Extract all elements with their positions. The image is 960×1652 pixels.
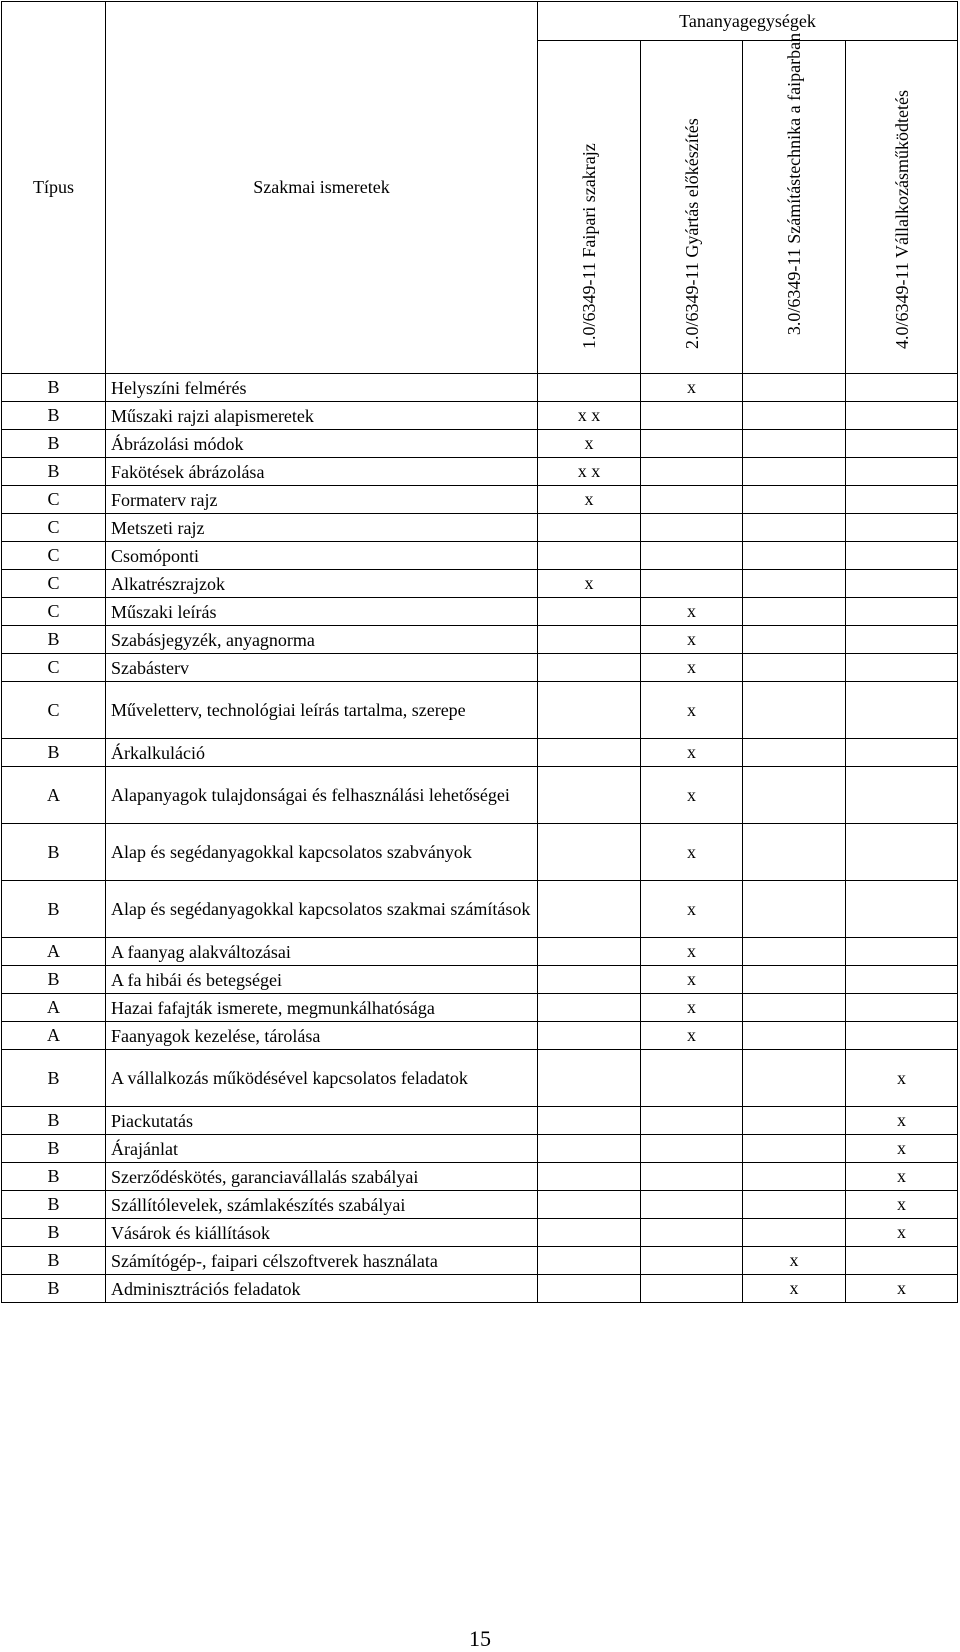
row-mark-unit-1	[538, 1107, 641, 1135]
row-mark-unit-2	[641, 1247, 743, 1275]
row-mark-unit-2: x	[641, 824, 743, 881]
row-mark-unit-1	[538, 626, 641, 654]
row-mark-unit-3	[743, 938, 846, 966]
row-mark-unit-2: x	[641, 966, 743, 994]
row-mark-unit-4: x	[846, 1219, 958, 1247]
row-mark-unit-2	[641, 430, 743, 458]
row-mark-unit-1	[538, 682, 641, 739]
row-mark-unit-4	[846, 682, 958, 739]
row-type-cell: B	[2, 824, 106, 881]
row-mark-unit-1	[538, 374, 641, 402]
unit-3-label: 3.0/6349-11 Számítástechnika a faiparban	[784, 32, 804, 336]
row-type-cell: B	[2, 430, 106, 458]
row-skill-cell: Hazai fafajták ismerete, megmunkálhatósága	[106, 994, 538, 1022]
header-szakmai-ismeretek: Szakmai ismeretek	[106, 2, 538, 374]
page-number: 15	[469, 1626, 491, 1651]
row-mark-unit-2: x	[641, 374, 743, 402]
row-mark-unit-4	[846, 374, 958, 402]
header-tananyagegysegek: Tananyagegységek	[538, 2, 958, 41]
row-skill-cell: Helyszíni felmérés	[106, 374, 538, 402]
row-type-cell: B	[2, 1191, 106, 1219]
table-row	[2, 542, 958, 570]
row-skill-cell: Árkalkuláció	[106, 739, 538, 767]
table-row	[2, 1022, 958, 1050]
table-row	[2, 570, 958, 598]
row-mark-unit-4	[846, 626, 958, 654]
row-skill-cell: Faanyagok kezelése, tárolása	[106, 1022, 538, 1050]
row-mark-unit-1	[538, 1022, 641, 1050]
row-mark-unit-4	[846, 654, 958, 682]
row-mark-unit-2: x	[641, 881, 743, 938]
row-type-cell: B	[2, 1050, 106, 1107]
row-mark-unit-2	[641, 1163, 743, 1191]
row-skill-cell: Szállítólevelek, számlakészítés szabályai	[106, 1191, 538, 1219]
table-row	[2, 1275, 958, 1303]
row-skill-cell: Alkatrészrajzok	[106, 570, 538, 598]
table-row	[2, 1135, 958, 1163]
row-mark-unit-1	[538, 598, 641, 626]
row-mark-unit-3	[743, 767, 846, 824]
row-mark-unit-1	[538, 1191, 641, 1219]
row-type-cell: B	[2, 1275, 106, 1303]
row-type-cell: B	[2, 458, 106, 486]
row-mark-unit-4	[846, 486, 958, 514]
row-type-cell: B	[2, 1163, 106, 1191]
curriculum-table	[1, 1, 958, 1303]
row-mark-unit-3	[743, 402, 846, 430]
row-mark-unit-3	[743, 1135, 846, 1163]
row-type-cell: B	[2, 1135, 106, 1163]
row-mark-unit-3: x	[743, 1275, 846, 1303]
unit-1-label: 1.0/6349-11 Faipari szakrajz	[579, 143, 599, 349]
table-row	[2, 654, 958, 682]
row-mark-unit-3	[743, 994, 846, 1022]
row-skill-cell: Alapanyagok tulajdonságai és felhasználási lehetőségei	[106, 767, 538, 824]
row-skill-cell: Alap és segédanyagokkal kapcsolatos szakmai számítások	[106, 881, 538, 938]
row-mark-unit-1	[538, 767, 641, 824]
header-tipus: Típus	[2, 2, 106, 374]
row-mark-unit-1	[538, 739, 641, 767]
row-mark-unit-1	[538, 654, 641, 682]
row-mark-unit-4	[846, 1022, 958, 1050]
row-mark-unit-1: x	[538, 486, 641, 514]
row-mark-unit-4	[846, 881, 958, 938]
row-mark-unit-1	[538, 1135, 641, 1163]
row-mark-unit-1	[538, 1219, 641, 1247]
row-mark-unit-1: x	[538, 430, 641, 458]
row-mark-unit-3	[743, 458, 846, 486]
row-type-cell: A	[2, 994, 106, 1022]
row-skill-cell: Fakötések ábrázolása	[106, 458, 538, 486]
row-mark-unit-4: x	[846, 1275, 958, 1303]
row-type-cell: B	[2, 626, 106, 654]
row-mark-unit-4	[846, 458, 958, 486]
row-type-cell: B	[2, 1219, 106, 1247]
row-skill-cell: Műveletterv, technológiai leírás tartalma, szerepe	[106, 682, 538, 739]
row-skill-cell: Szabásterv	[106, 654, 538, 682]
table-row	[2, 767, 958, 824]
table-row	[2, 598, 958, 626]
row-mark-unit-3	[743, 626, 846, 654]
row-mark-unit-3	[743, 514, 846, 542]
row-mark-unit-2	[641, 570, 743, 598]
row-type-cell: B	[2, 1247, 106, 1275]
row-mark-unit-2	[641, 1191, 743, 1219]
row-mark-unit-3	[743, 1107, 846, 1135]
row-mark-unit-2: x	[641, 626, 743, 654]
table-row	[2, 1247, 958, 1275]
row-mark-unit-3	[743, 682, 846, 739]
header-unit-3	[743, 32, 846, 374]
row-skill-cell: Műszaki leírás	[106, 598, 538, 626]
row-mark-unit-2	[641, 542, 743, 570]
row-type-cell: C	[2, 682, 106, 739]
row-mark-unit-4	[846, 994, 958, 1022]
unit-4-label: 4.0/6349-11 Vállalkozásműködtetés	[891, 90, 912, 349]
row-skill-cell: Műszaki rajzi alapismeretek	[106, 402, 538, 430]
row-skill-cell: Formaterv rajz	[106, 486, 538, 514]
row-mark-unit-2: x	[641, 994, 743, 1022]
row-mark-unit-2	[641, 486, 743, 514]
header-unit-4	[846, 41, 958, 374]
row-mark-unit-3	[743, 1163, 846, 1191]
row-mark-unit-4	[846, 966, 958, 994]
table-row	[2, 824, 958, 881]
row-mark-unit-3	[743, 1191, 846, 1219]
table-row	[2, 881, 958, 938]
row-mark-unit-2: x	[641, 654, 743, 682]
table-row	[2, 938, 958, 966]
table-row	[2, 514, 958, 542]
row-skill-cell: Vásárok és kiállítások	[106, 1219, 538, 1247]
table-row	[2, 458, 958, 486]
row-type-cell: C	[2, 514, 106, 542]
row-skill-cell: Metszeti rajz	[106, 514, 538, 542]
row-mark-unit-2	[641, 402, 743, 430]
table-row	[2, 966, 958, 994]
table-header	[2, 2, 958, 374]
row-mark-unit-3	[743, 654, 846, 682]
row-mark-unit-2: x	[641, 739, 743, 767]
row-skill-cell: Szabásjegyzék, anyagnorma	[106, 626, 538, 654]
row-mark-unit-1	[538, 994, 641, 1022]
row-mark-unit-3	[743, 1050, 846, 1107]
row-mark-unit-2: x	[641, 1022, 743, 1050]
row-mark-unit-1: x x	[538, 458, 641, 486]
row-mark-unit-3	[743, 1219, 846, 1247]
row-mark-unit-4	[846, 938, 958, 966]
row-skill-cell: Piackutatás	[106, 1107, 538, 1135]
row-type-cell: A	[2, 1022, 106, 1050]
row-mark-unit-3	[743, 881, 846, 938]
row-mark-unit-2: x	[641, 682, 743, 739]
row-skill-cell: Szerződéskötés, garanciavállalás szabályai	[106, 1163, 538, 1191]
row-type-cell: A	[2, 938, 106, 966]
row-mark-unit-1	[538, 514, 641, 542]
row-mark-unit-2	[641, 1219, 743, 1247]
row-mark-unit-1	[538, 966, 641, 994]
table-row	[2, 374, 958, 402]
row-type-cell: B	[2, 374, 106, 402]
row-type-cell: B	[2, 402, 106, 430]
row-type-cell: C	[2, 542, 106, 570]
table-row	[2, 430, 958, 458]
row-mark-unit-2	[641, 1275, 743, 1303]
row-type-cell: A	[2, 767, 106, 824]
row-type-cell: B	[2, 881, 106, 938]
table-row	[2, 1219, 958, 1247]
row-type-cell: C	[2, 598, 106, 626]
row-mark-unit-2: x	[641, 938, 743, 966]
row-type-cell: B	[2, 1107, 106, 1135]
row-mark-unit-3	[743, 824, 846, 881]
row-mark-unit-3	[743, 1022, 846, 1050]
row-mark-unit-4: x	[846, 1135, 958, 1163]
row-skill-cell: Csomóponti	[106, 542, 538, 570]
row-mark-unit-4: x	[846, 1107, 958, 1135]
row-mark-unit-4: x	[846, 1050, 958, 1107]
row-skill-cell: Ábrázolási módok	[106, 430, 538, 458]
row-mark-unit-1: x x	[538, 402, 641, 430]
row-mark-unit-2	[641, 1107, 743, 1135]
row-skill-cell: Árajánlat	[106, 1135, 538, 1163]
row-mark-unit-4: x	[846, 1163, 958, 1191]
row-mark-unit-3	[743, 486, 846, 514]
row-mark-unit-3	[743, 542, 846, 570]
row-skill-cell: A vállalkozás működésével kapcsolatos feladatok	[106, 1050, 538, 1107]
row-mark-unit-1	[538, 1247, 641, 1275]
row-skill-cell: Adminisztrációs feladatok	[106, 1275, 538, 1303]
row-mark-unit-3	[743, 966, 846, 994]
row-mark-unit-4	[846, 570, 958, 598]
row-skill-cell: Számítógép-, faipari célszoftverek használata	[106, 1247, 538, 1275]
row-type-cell: B	[2, 739, 106, 767]
row-mark-unit-2	[641, 1050, 743, 1107]
row-mark-unit-4	[846, 514, 958, 542]
row-mark-unit-1	[538, 1050, 641, 1107]
table-row	[2, 402, 958, 430]
row-mark-unit-2: x	[641, 767, 743, 824]
row-mark-unit-3	[743, 570, 846, 598]
table-row	[2, 994, 958, 1022]
table-row	[2, 1191, 958, 1219]
row-mark-unit-1	[538, 542, 641, 570]
row-mark-unit-4	[846, 598, 958, 626]
row-type-cell: B	[2, 966, 106, 994]
row-mark-unit-3	[743, 374, 846, 402]
row-mark-unit-2	[641, 514, 743, 542]
row-type-cell: C	[2, 654, 106, 682]
header-unit-1	[538, 41, 641, 374]
row-mark-unit-1	[538, 881, 641, 938]
row-mark-unit-2: x	[641, 598, 743, 626]
row-mark-unit-1	[538, 824, 641, 881]
row-skill-cell: Alap és segédanyagokkal kapcsolatos szabványok	[106, 824, 538, 881]
unit-2-label: 2.0/6349-11 Gyártás előkészítés	[681, 118, 702, 349]
table-row	[2, 1050, 958, 1107]
table-body	[2, 374, 958, 1303]
header-unit-2	[641, 41, 743, 374]
row-mark-unit-2	[641, 1135, 743, 1163]
row-mark-unit-4	[846, 739, 958, 767]
table-row	[2, 1107, 958, 1135]
table-row	[2, 486, 958, 514]
row-mark-unit-1	[538, 1163, 641, 1191]
row-mark-unit-4	[846, 430, 958, 458]
row-mark-unit-4	[846, 402, 958, 430]
row-mark-unit-4	[846, 542, 958, 570]
table-row	[2, 682, 958, 739]
row-mark-unit-4: x	[846, 1191, 958, 1219]
row-mark-unit-4	[846, 824, 958, 881]
table-row	[2, 1163, 958, 1191]
row-mark-unit-3	[743, 430, 846, 458]
row-type-cell: C	[2, 570, 106, 598]
row-mark-unit-1: x	[538, 570, 641, 598]
row-mark-unit-2	[641, 458, 743, 486]
row-skill-cell: A fa hibái és betegségei	[106, 966, 538, 994]
row-skill-cell: A faanyag alakváltozásai	[106, 938, 538, 966]
row-mark-unit-3	[743, 598, 846, 626]
row-mark-unit-1	[538, 1275, 641, 1303]
row-mark-unit-3: x	[743, 1247, 846, 1275]
table-row	[2, 626, 958, 654]
row-mark-unit-4	[846, 767, 958, 824]
table-row	[2, 739, 958, 767]
row-mark-unit-3	[743, 739, 846, 767]
row-type-cell: C	[2, 486, 106, 514]
row-mark-unit-4	[846, 1247, 958, 1275]
row-mark-unit-1	[538, 938, 641, 966]
